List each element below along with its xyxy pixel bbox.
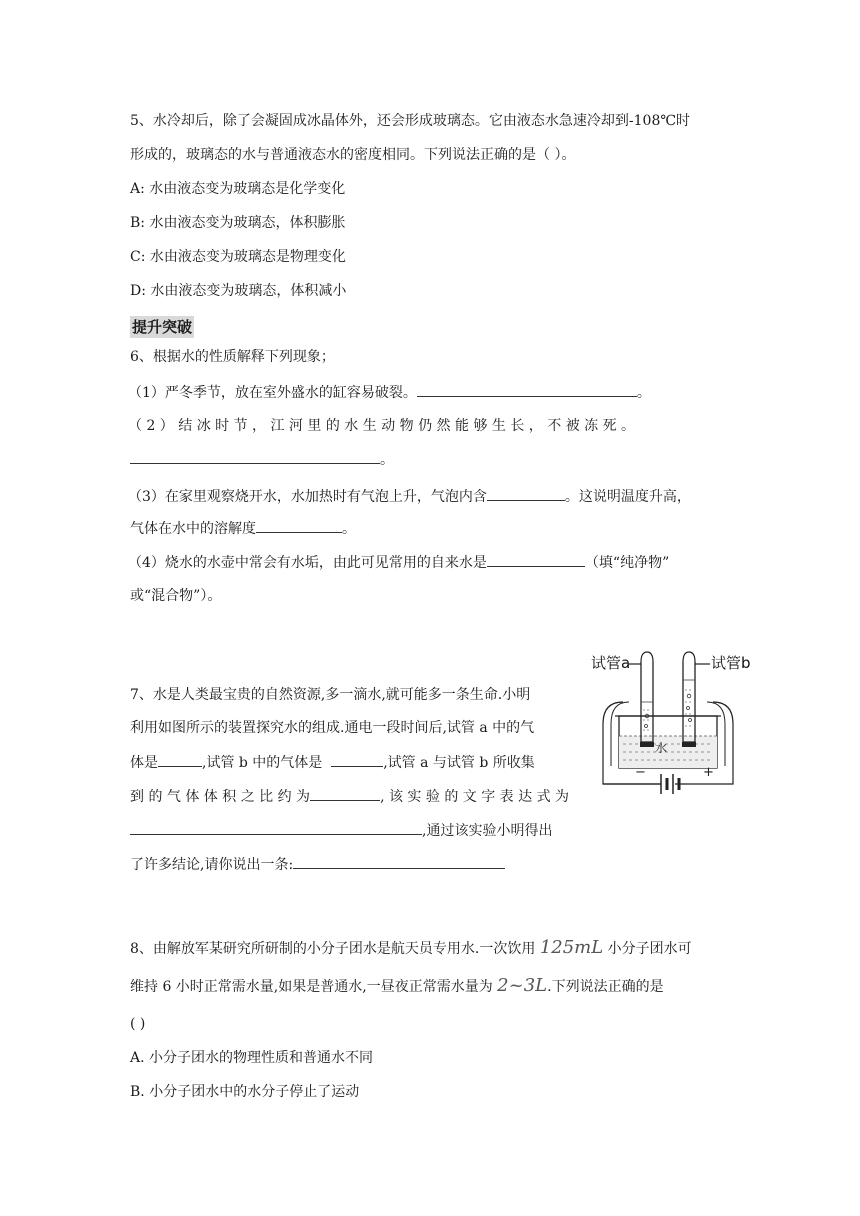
q6-part3-text-a: （3）在家里观察烧开水，水加热时有气泡上升，气泡内含 [128,489,487,505]
label-tube-b: 试管b [711,654,751,672]
q6-part2-answer [130,449,394,470]
q6-part4-text-b: （填“纯净物” [584,555,670,571]
q6-part3-line1 [128,486,691,507]
q6-part1-blank[interactable] [417,382,637,397]
q7-text-4a: 到 的 气 体 体 积 之 比 约 为 [130,789,311,805]
q7-text-3c: ,试管 a 与试管 b 所收集 [383,755,535,771]
electrolysis-diagram [583,644,753,814]
q6-part3-text-c: 气体在水中的溶解度 [130,521,256,537]
q7-line5 [130,820,552,841]
q6-part1-text: （1）严冬季节，放在室外盛水的缸容易破裂。 [128,385,417,401]
label-water: 水 [655,741,668,755]
label-plus: + [703,765,714,780]
q8-text-2a: 维持 6 小时正常需水量,如果是普通水,一昼夜正常需水量为 [130,979,493,995]
q6-part2-end: 。 [380,452,394,468]
q6-part4-line1 [128,552,669,573]
q7-text-3a: 体是 [130,755,158,771]
q8-option-a: A. 小分子团水的物理性质和普通水不同 [130,1050,374,1066]
q7-text-4b: , 该 实 验 的 文 字 表 达 式 为 [380,789,570,805]
q6-part1-end: 。 [636,385,651,401]
q5-stem-line1: 5、水冷却后，除了会凝固成冰晶体外，还会形成玻璃态。它由液态水急速冷却到-108℃时 [130,113,691,129]
q7-line6 [130,854,505,875]
q7-blank-gas-a[interactable] [158,752,202,767]
q6-part2-text: （ 2 ） 结 冰 时 节 ， 江 河 里 的 水 生 动 物 仍 然 能 够 生 长 ， 不 被 冻 死 。 [128,418,636,434]
q7-blank-ratio[interactable] [310,786,380,801]
q7-line1: 7、水是人类最宝贵的自然资源,多一滴水,就可能多一条生命.小明 [130,687,531,703]
q6-part1 [128,382,651,403]
q7-text-6: 了许多结论,请你说出一条: [130,857,294,873]
q6-part2-blank[interactable] [130,449,380,464]
formula-2-3l: 2~3L [497,975,548,996]
q6-title: 6、根据水的性质解释下列现象； [130,349,335,365]
q6-part4-text-a: （4）烧水的水壶中常会有水垢，由此可见常用的自来水是 [128,555,487,571]
label-minus: − [635,765,646,780]
q7-line3 [130,752,535,773]
q8-text-1a: 8、由解放军某研究所研制的小分子团水是航天员专用水.一次饮用 [130,941,536,957]
q7-blank-conclusion[interactable] [293,854,505,869]
q5-option-b: B: 水由液态变为玻璃态，体积膨胀 [130,215,346,231]
q8-option-b: B. 小分子团水中的水分子停止了运动 [130,1084,360,1100]
q6-part3-blank2[interactable] [256,518,342,533]
section-heading: 提升突破 [132,318,193,336]
q5-option-a: A: 水由液态变为玻璃态是化学变化 [130,181,346,197]
q6-part3-text-b: 。这说明温度升高， [564,489,691,505]
q6-part4-blank[interactable] [487,552,585,567]
q7-line2: 利用如图所示的装置探究水的组成.通电一段时间后,试管 a 中的气 [130,720,535,736]
q8-text-1b: 小分子团水可 [607,941,692,957]
q6-part3-end: 。 [342,521,356,537]
q6-part4-line2: 或“混合物”）。 [130,588,222,604]
label-tube-a: 试管a [591,654,631,672]
formula-125ml: 125mL [539,937,604,958]
q5-stem-line2: 形成的，玻璃态的水与普通液态水的密度相同。下列说法正确的是（ ）。 [130,147,576,163]
q8-answer-paren: ( ) [130,1016,146,1032]
q6-part3-line2 [130,518,356,539]
q7-text-5: ,通过该实验小明得出 [422,823,553,839]
q7-blank-equation[interactable] [130,820,422,835]
q5-option-d: D: 水由液态变为玻璃态，体积减小 [130,283,347,299]
q7-blank-gas-b[interactable] [331,752,383,767]
q5-option-c: C: 水由液态变为玻璃态是物理变化 [130,249,346,265]
q7-line4 [130,786,569,807]
q7-text-3b: ,试管 b 中的气体是 [202,755,323,771]
q8-text-2b: .下列说法正确的是 [547,979,664,995]
q8-line1 [130,938,692,959]
q6-part3-blank1[interactable] [487,486,565,501]
q8-line2 [130,976,664,997]
